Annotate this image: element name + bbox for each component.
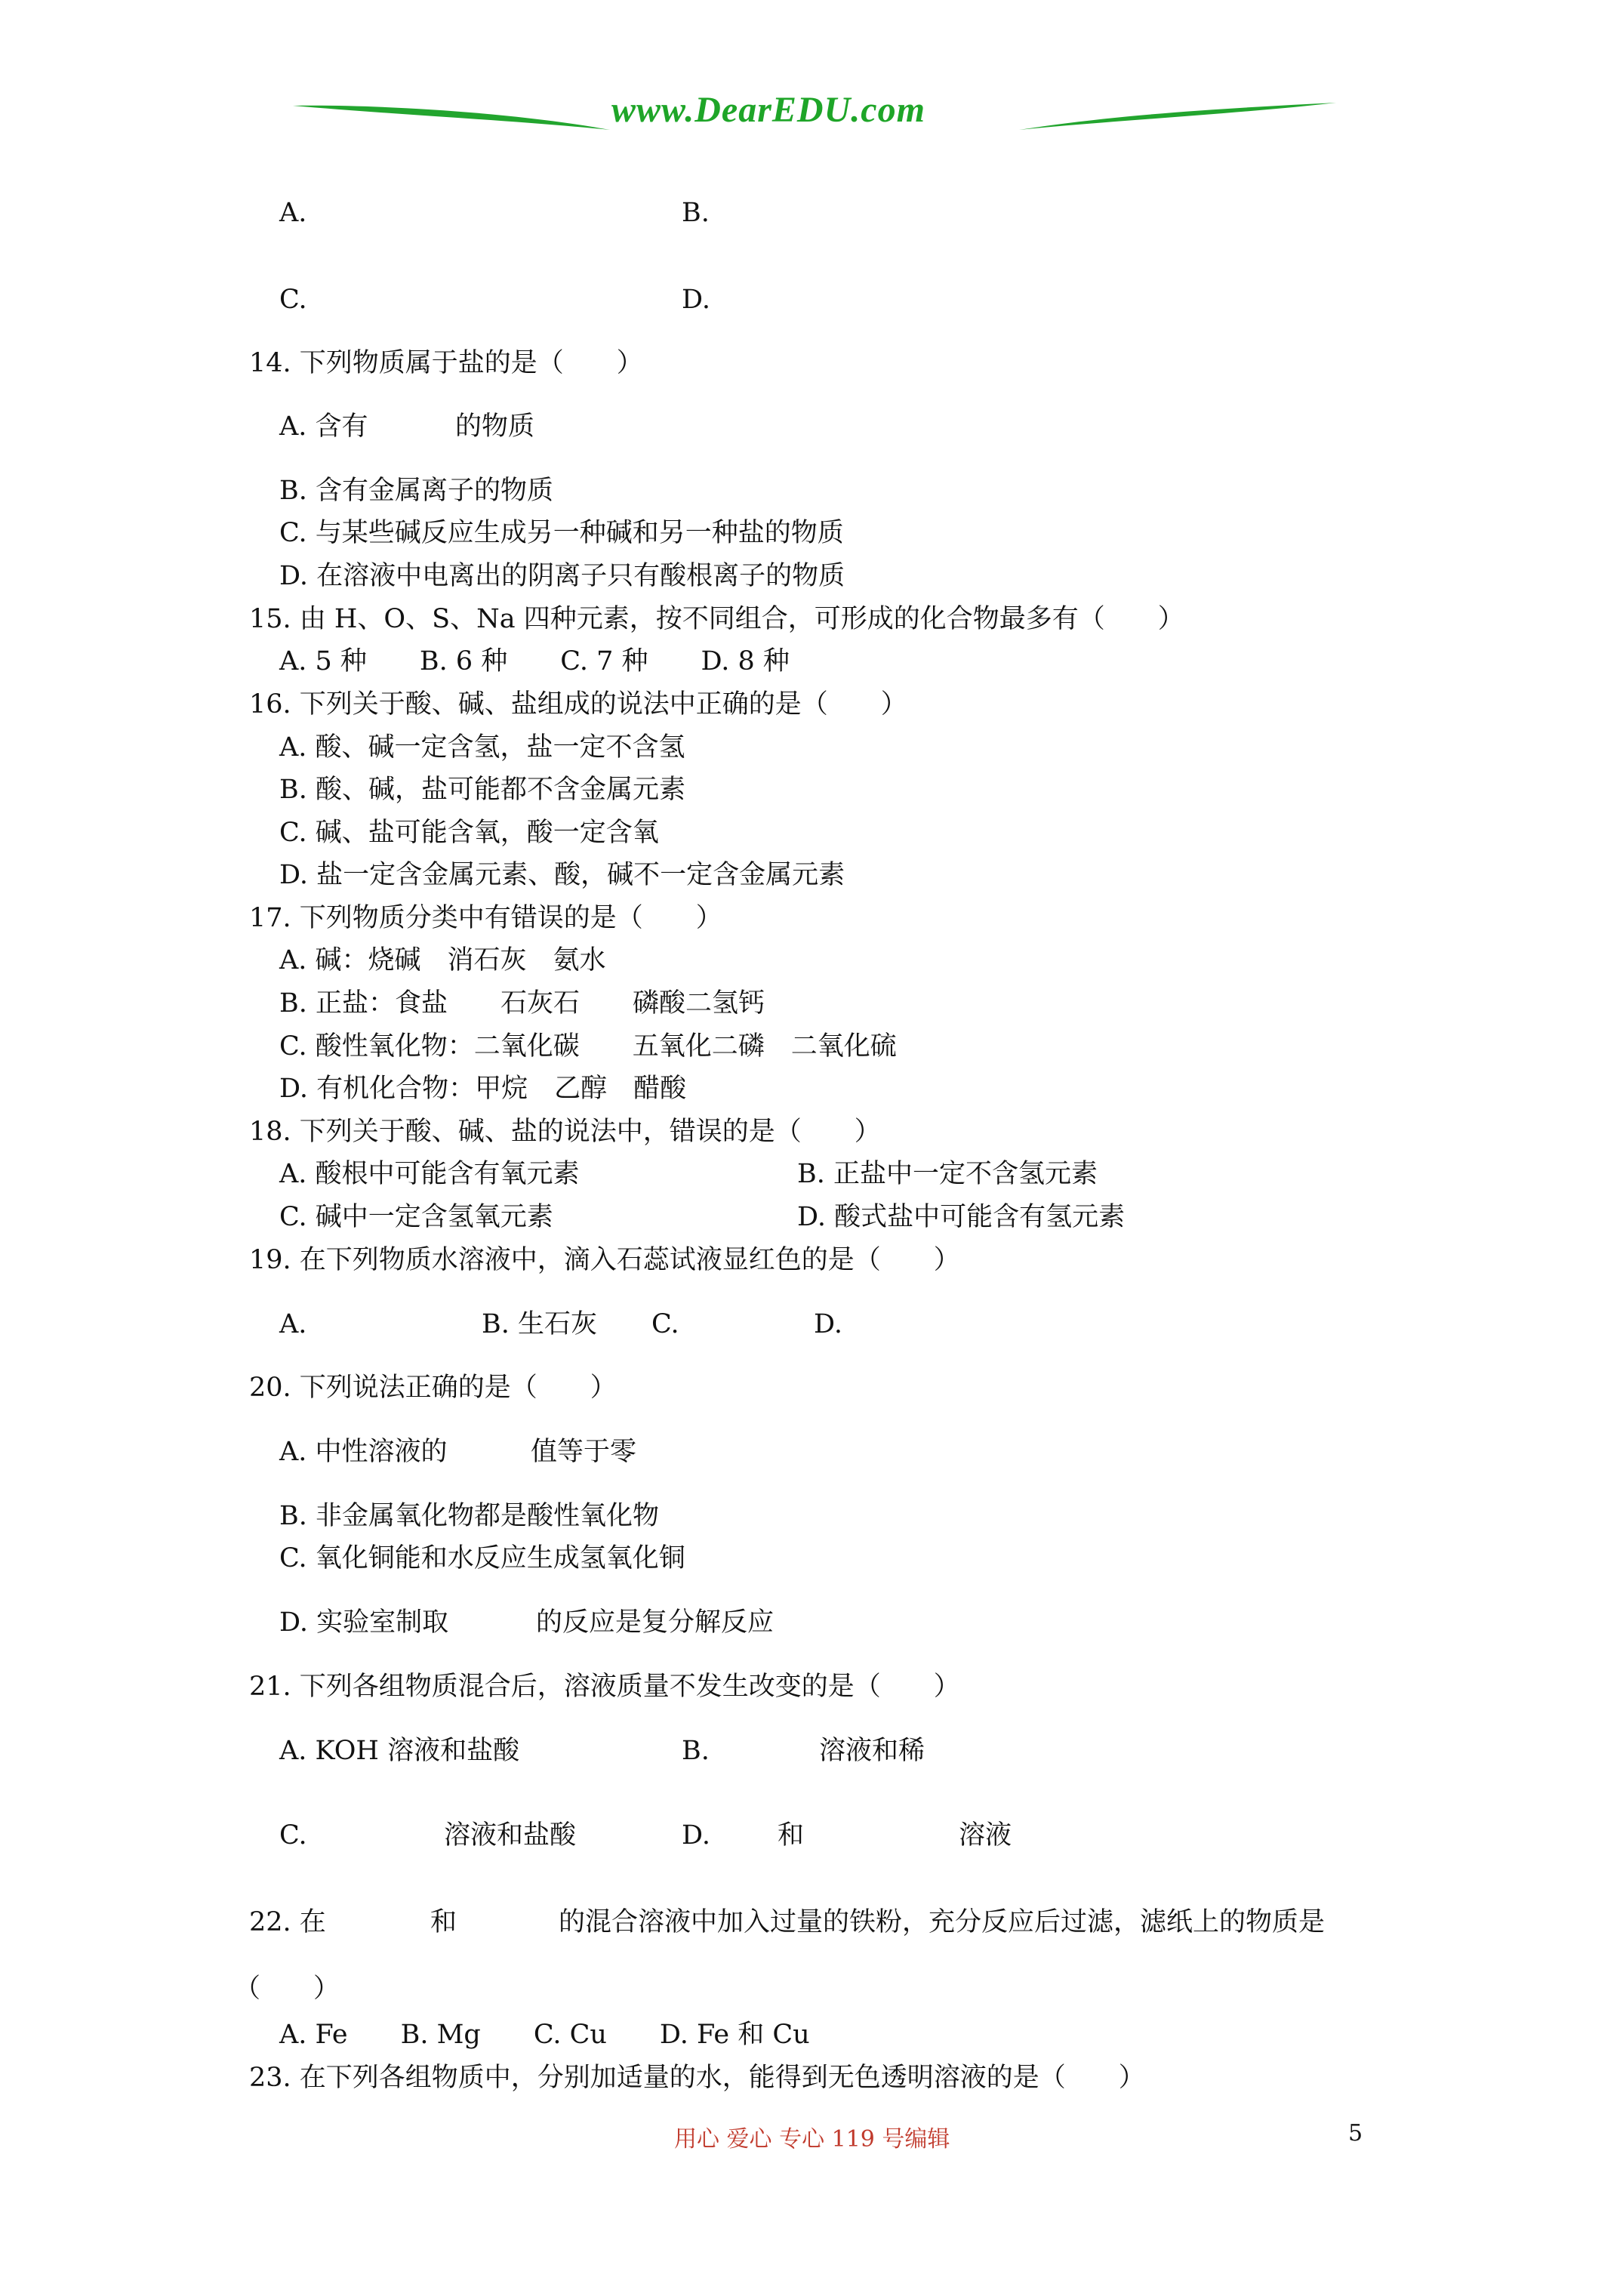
q18-option-d: D. 酸式盐中可能含有氢元素: [797, 1202, 1126, 1232]
q23-stem: 23. 在下列各组物质中，分别加适量的水，能得到无色透明溶液的是（ ）: [249, 2063, 1145, 2093]
q14-option-d: D. 在溶液中电离出的阴离子只有酸根离子的物质: [279, 561, 845, 591]
q22-stem-rest: 的混合溶液中加入过量的铁粉，充分反应后过滤，滤纸上的物质是: [559, 1907, 1326, 1937]
q16-option-b: B. 酸、碱，盐可能都不含金属元素: [279, 775, 685, 805]
q18-option-b: B. 正盐中一定不含氢元素: [797, 1159, 1098, 1189]
q21-option-b-tail: 溶液和稀: [819, 1736, 925, 1766]
q17-option-a: A. 碱：烧碱 消石灰 氨水: [279, 945, 606, 975]
q18-option-c: C. 碱中一定含氢氧元素: [279, 1202, 553, 1232]
q20-option-c: C. 氧化铜能和水反应生成氢氧化铜: [279, 1543, 685, 1573]
q22-answer-paren: （ ）: [234, 1974, 340, 2004]
q17-stem: 17. 下列物质分类中有错误的是（ ）: [249, 903, 722, 933]
q14-stem: 14. 下列物质属于盐的是（ ）: [249, 348, 643, 378]
q14-option-c: C. 与某些碱反应生成另一种碱和另一种盐的物质: [279, 518, 844, 548]
q15-stem: 15. 由 H、O、S、Na 四种元素，按不同组合，可形成的化合物最多有（ ）: [249, 604, 1184, 634]
q13-option-c: C.: [279, 285, 307, 315]
q19-option-d: D.: [814, 1309, 842, 1339]
footer-text: 用心 爱心 专心 119 号编辑: [674, 2126, 950, 2153]
q19-stem: 19. 在下列物质水溶液中，滴入石蕊试液显红色的是（ ）: [249, 1245, 960, 1275]
q19-option-c: C.: [651, 1309, 679, 1339]
header-swoosh-left: [293, 98, 610, 136]
q22-options: A. Fe B. Mg C. Cu D. Fe 和 Cu: [279, 2020, 810, 2050]
q21-option-c: C.: [279, 1820, 307, 1851]
q21-option-b: B.: [682, 1736, 710, 1766]
q19-option-b: B. 生石灰: [482, 1309, 597, 1339]
q16-option-d: D. 盐一定含金属元素、酸，碱不一定含金属元素: [279, 860, 845, 890]
q21-option-d: D.: [682, 1820, 710, 1851]
q18-option-a: A. 酸根中可能含有氧元素: [279, 1159, 580, 1189]
q21-option-d-tail: 溶液: [959, 1820, 1012, 1851]
q15-options: A. 5 种 B. 6 种 C. 7 种 D. 8 种: [279, 646, 790, 676]
q20-option-b: B. 非金属氧化物都是酸性氧化物: [279, 1501, 659, 1531]
q17-option-b: B. 正盐：食盐 石灰石 磷酸二氢钙: [279, 988, 765, 1019]
q21-option-a: A. KOH 溶液和盐酸: [279, 1736, 520, 1766]
q19-option-a: A.: [279, 1309, 307, 1339]
q18-stem: 18. 下列关于酸、碱、盐的说法中，错误的是（ ）: [249, 1117, 881, 1147]
q20-stem: 20. 下列说法正确的是（ ）: [249, 1373, 617, 1403]
q14-option-b: B. 含有金属离子的物质: [279, 476, 553, 506]
q13-option-d: D.: [682, 285, 710, 315]
q20-option-d: D. 实验室制取: [279, 1607, 449, 1638]
q13-option-a: A.: [279, 198, 307, 228]
q21-option-d-and: 和: [778, 1820, 805, 1851]
q21-option-c-tail: 溶液和盐酸: [444, 1820, 577, 1851]
q22-stem-and: 和: [430, 1907, 457, 1937]
page-number: 5: [1348, 2120, 1363, 2147]
q16-option-a: A. 酸、碱一定含氢，盐一定不含氢: [279, 732, 685, 763]
q20-option-d-tail: 的反应是复分解反应: [536, 1607, 775, 1638]
q20-option-a-tail: 值等于零: [531, 1437, 637, 1467]
q14-option-a-tail: 的物质: [455, 411, 535, 442]
q20-option-a: A. 中性溶液的: [279, 1437, 448, 1467]
q22-stem-start: 22. 在: [249, 1907, 326, 1937]
q16-option-c: C. 碱、盐可能含氧，酸一定含氧: [279, 818, 659, 848]
header-site-name: www.DearEDU.com: [611, 90, 925, 130]
q16-stem: 16. 下列关于酸、碱、盐组成的说法中正确的是（ ）: [249, 689, 907, 720]
q14-option-a: A. 含有: [279, 411, 368, 442]
q13-option-b: B.: [682, 198, 710, 228]
q17-option-d: D. 有机化合物：甲烷 乙醇 醋酸: [279, 1074, 687, 1104]
q21-stem: 21. 下列各组物质混合后，溶液质量不发生改变的是（ ）: [249, 1672, 960, 1702]
q17-option-c: C. 酸性氧化物：二氧化碳 五氧化二磷 二氧化硫: [279, 1031, 897, 1062]
header-swoosh-right: [1019, 98, 1336, 136]
